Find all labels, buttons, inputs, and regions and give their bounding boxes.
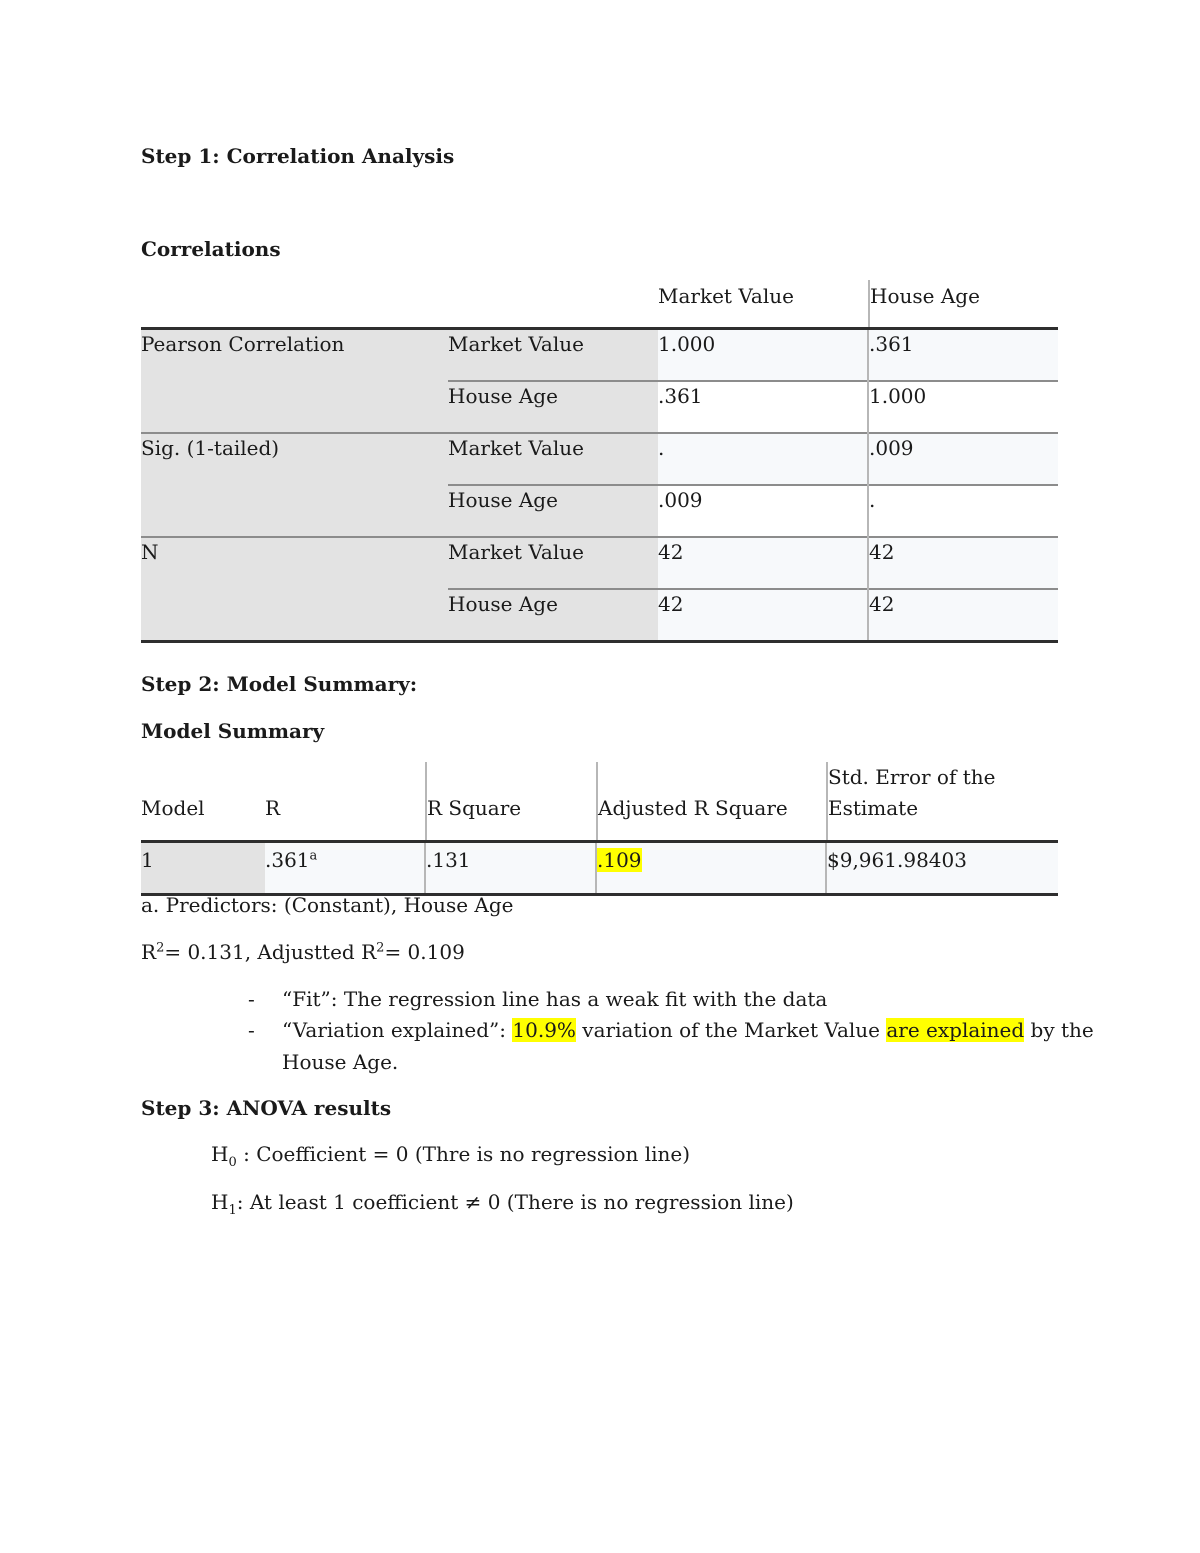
ms-cell-r <box>265 842 425 895</box>
cell-value: .009 <box>658 485 868 537</box>
row-group-label: N <box>141 537 448 642</box>
hypothesis-h0 <box>211 1142 691 1170</box>
bullet-variation-highlight-pct: 10.9% <box>512 1018 576 1042</box>
cell-value: 42 <box>658 589 868 642</box>
r2-equation-part1: = 0.131, Adjustted R <box>164 940 377 964</box>
cell-value: 42 <box>658 537 868 589</box>
bullet-variation-text: “Variation explained”: <box>282 1018 513 1042</box>
r-square-line <box>141 940 465 964</box>
r2-equation-part2: = 0.109 <box>384 940 465 964</box>
row-var-label: Market Value <box>448 329 658 382</box>
ms-adj-r-highlight: .109 <box>597 848 642 872</box>
cell-value: .009 <box>868 433 1058 485</box>
h0-text: : Coefficient = 0 (Thre is no regression line) <box>236 1142 691 1166</box>
ms-r-value: .361 <box>265 848 310 872</box>
hypothesis-h1 <box>211 1190 794 1218</box>
bullet-dash: - <box>248 1018 255 1042</box>
bullet-variation <box>282 1018 1094 1042</box>
row-group-label: Pearson Correlation <box>141 329 448 434</box>
bullet-variation-text: by the <box>1024 1018 1094 1042</box>
h1-text: : At least 1 coefficient ≠ 0 (There is no regression line) <box>236 1190 794 1214</box>
ms-footnote: a. Predictors: (Constant), House Age <box>141 893 514 917</box>
cell-value: .361 <box>658 381 868 433</box>
bullet-variation-line2: House Age. <box>282 1050 399 1074</box>
h1-subscript: 1 <box>228 1203 237 1218</box>
row-var-label: House Age <box>448 589 658 642</box>
bullet-fit: “Fit”: The regression line has a weak fit with the data <box>282 987 828 1011</box>
r2-symbol: R <box>141 940 157 964</box>
ms-header-std-error-2: Estimate <box>828 796 919 820</box>
table-row <box>141 433 1058 485</box>
ms-r-footnote-mark: a <box>309 848 318 864</box>
row-group-label: Sig. (1-tailed) <box>141 433 448 537</box>
cell-value: . <box>868 485 1058 537</box>
cell-value: . <box>658 433 868 485</box>
row-var-label: Market Value <box>448 537 658 589</box>
h0-subscript: 0 <box>228 1155 237 1170</box>
bullet-variation-highlight-phrase: are explained <box>886 1018 1025 1042</box>
cell-value: 1.000 <box>868 381 1058 433</box>
row-var-label: House Age <box>448 381 658 433</box>
corr-col-header-market-value: Market Value <box>658 284 794 308</box>
row-var-label: House Age <box>448 485 658 537</box>
model-summary-table <box>141 840 1058 896</box>
bullet-dash: - <box>248 987 255 1011</box>
cell-value: 42 <box>868 537 1058 589</box>
cell-value: .361 <box>868 329 1058 382</box>
table-row <box>141 537 1058 589</box>
ms-cell-model: 1 <box>141 842 265 895</box>
ms-cell-r-square: .131 <box>425 842 596 895</box>
model-summary-title: Model Summary <box>141 719 325 743</box>
correlations-title: Correlations <box>141 237 281 261</box>
ms-header-adj-r-square: Adjusted R Square <box>598 796 788 820</box>
r2-superscript-2: 2 <box>376 940 385 956</box>
step3-heading: Step 3: ANOVA results <box>141 1096 392 1120</box>
r2-superscript: 2 <box>156 940 165 956</box>
cell-value: 42 <box>868 589 1058 642</box>
ms-header-std-error-1: Std. Error of the <box>828 765 996 789</box>
cell-value: 1.000 <box>658 329 868 382</box>
h0-symbol: H <box>211 1142 229 1166</box>
ms-header-r: R <box>265 796 281 820</box>
ms-header-r-square: R Square <box>427 796 522 820</box>
ms-header-model: Model <box>141 796 205 820</box>
corr-col-header-house-age: House Age <box>870 284 980 308</box>
row-var-label: Market Value <box>448 433 658 485</box>
ms-cell-adj-r-square <box>596 842 826 895</box>
step2-heading: Step 2: Model Summary: <box>141 672 418 696</box>
step1-heading: Step 1: Correlation Analysis <box>141 144 455 168</box>
ms-cell-std-error: $9,961.98403 <box>826 842 1058 895</box>
correlations-table <box>141 327 1058 643</box>
h1-symbol: H <box>211 1190 229 1214</box>
table-row <box>141 842 1058 895</box>
bullet-variation-text: variation of the Market Value <box>575 1018 887 1042</box>
table-row <box>141 329 1058 382</box>
